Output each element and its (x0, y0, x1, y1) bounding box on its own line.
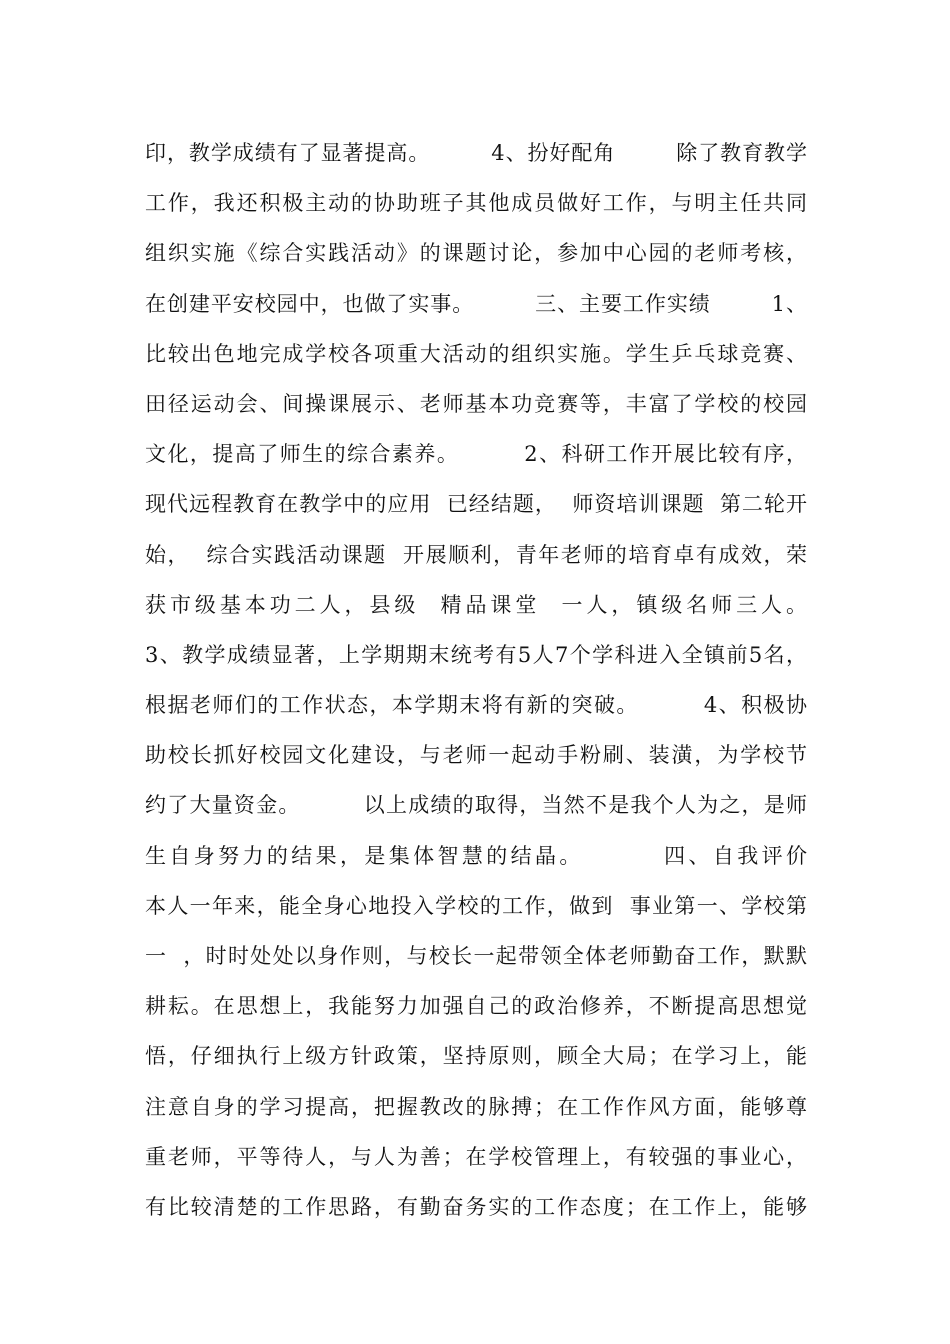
text-line: 田径运动会、间操课展示、老师基本功竞赛等，丰富了学校的校园 (145, 391, 807, 416)
text-line: 重老师，平等待人，与人为善；在学校管理上，有较强的事业心， (145, 1144, 807, 1169)
text-line: 在创建平安校园中，也做了实事。 三、主要工作实绩 1、 (145, 291, 807, 316)
text-line: 工作，我还积极主动的协助班子其他成员做好工作，与明主任共同 (145, 191, 807, 216)
text-line: 助校长抓好校园文化建设，与老师一起动手粉刷、装潢，为学校节 (145, 743, 807, 768)
text-line: 3、教学成绩显著，上学期期末统考有5人7个学科进入全镇前5名， (145, 642, 807, 667)
body-text (145, 128, 807, 1232)
text-line: 现代远程教育在教学中的应用 已经结题， 师资培训课题 第二轮开 (145, 492, 807, 517)
text-line: 文化，提高了师生的综合素养。 2、科研工作开展比较有序， (145, 442, 807, 467)
text-line: 注意自身的学习提高，把握教改的脉搏；在工作作风方面，能够尊 (145, 1094, 807, 1119)
text-line: 根据老师们的工作状态，本学期末将有新的突破。 4、积极协 (145, 693, 807, 718)
text-line: 获市级基本功二人，县级 精品课堂 一人，镇级名师三人。 (145, 592, 807, 617)
text-line: 始， 综合实践活动课题 开展顺利，青年老师的培育卓有成效，荣 (145, 542, 807, 567)
text-line: 印，教学成绩有了显著提高。 4、扮好配角 除了教育教学 (145, 141, 807, 165)
text-line: 生自身努力的结果，是集体智慧的结晶。 四、自我评价 (145, 843, 807, 868)
text-line: 组织实施《综合实践活动》的课题讨论，参加中心园的老师考核， (145, 241, 807, 266)
text-line: 本人一年来，能全身心地投入学校的工作，做到 事业第一、学校第 (145, 893, 807, 918)
text-line: 一 ，时时处处以身作则，与校长一起带领全体老师勤奋工作，默默 (145, 944, 807, 968)
text-line: 悟，仔细执行上级方针政策，坚持原则，顾全大局；在学习上，能 (145, 1044, 807, 1069)
text-line: 比较出色地完成学校各项重大活动的组织实施。学生乒乓球竞赛、 (145, 341, 807, 366)
text-line: 耕耘。在思想上，我能努力加强自己的政治修养，不断提高思想觉 (145, 994, 807, 1019)
text-line: 有比较清楚的工作思路，有勤奋务实的工作态度；在工作上，能够 (145, 1194, 807, 1219)
text-line: 约了大量资金。 以上成绩的取得，当然不是我个人为之，是师 (145, 793, 807, 818)
